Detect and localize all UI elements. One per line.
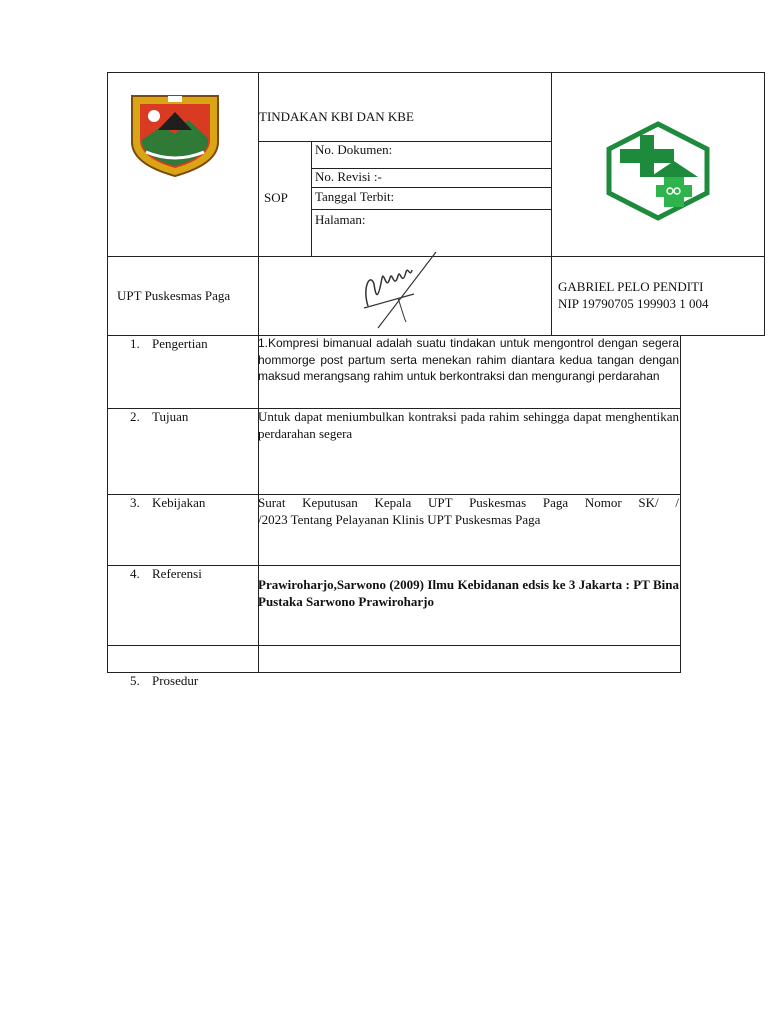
section-label-pengertian: Pengertian (152, 336, 208, 351)
section-content-kebijakan-line1: Surat Keputusan Kepala UPT Puskesmas Paga Nomor SK/ / (258, 495, 679, 510)
section-number: 3. (130, 495, 140, 510)
section-label-referensi: Referensi (152, 566, 202, 581)
section-label-prosedur: Prosedur (152, 673, 199, 688)
signatory-name: GABRIEL PELO PENDITI (558, 279, 704, 294)
document-title: TINDAKAN KBI DAN KBE (259, 109, 414, 124)
section-content-kebijakan-line2: /2023 Tentang Pelayanan Klinis UPT Puskesmas Paga (258, 512, 541, 527)
sop-label: SOP (264, 190, 288, 205)
organization-name: UPT Puskesmas Paga (117, 288, 231, 303)
issue-date-label: Tanggal Terbit: (315, 189, 395, 204)
doc-number-label: No. Dokumen: (315, 142, 393, 157)
signatory-nip: NIP 19790705 199903 1 004 (558, 296, 709, 311)
signature (358, 248, 440, 332)
regency-logo (128, 92, 222, 178)
section-label-kebijakan: Kebijakan (152, 495, 206, 510)
section-number: 1. (130, 336, 140, 351)
section-number: 4. (130, 566, 140, 581)
section-number: 2. (130, 409, 140, 424)
puskesmas-logo (606, 121, 710, 221)
section-number: 5. (130, 673, 140, 688)
section-content-pengertian: 1.Kompresi bimanual adalah suatu tindakan untuk mengontrol dengan segera hommorge post partum serta menekan rahim diantara kedua tangan dengan maksud merangsang rahim untuk berkontraksi dan mengurangi perdarahan (258, 336, 679, 383)
revision-label: No. Revisi :- (315, 169, 382, 184)
section-content-referensi: Prawiroharjo,Sarwono (2009) Ilmu Kebidanan edsis ke 3 Jakarta : PT Bina Pustaka Sarwono Prawiroharjo (258, 577, 679, 609)
section-content-tujuan: Untuk dapat meniumbulkan kontraksi pada rahim sehingga dapat menghentikan perdarahan segera (258, 409, 679, 441)
section-label-tujuan: Tujuan (152, 409, 189, 424)
page-label: Halaman: (315, 212, 366, 227)
